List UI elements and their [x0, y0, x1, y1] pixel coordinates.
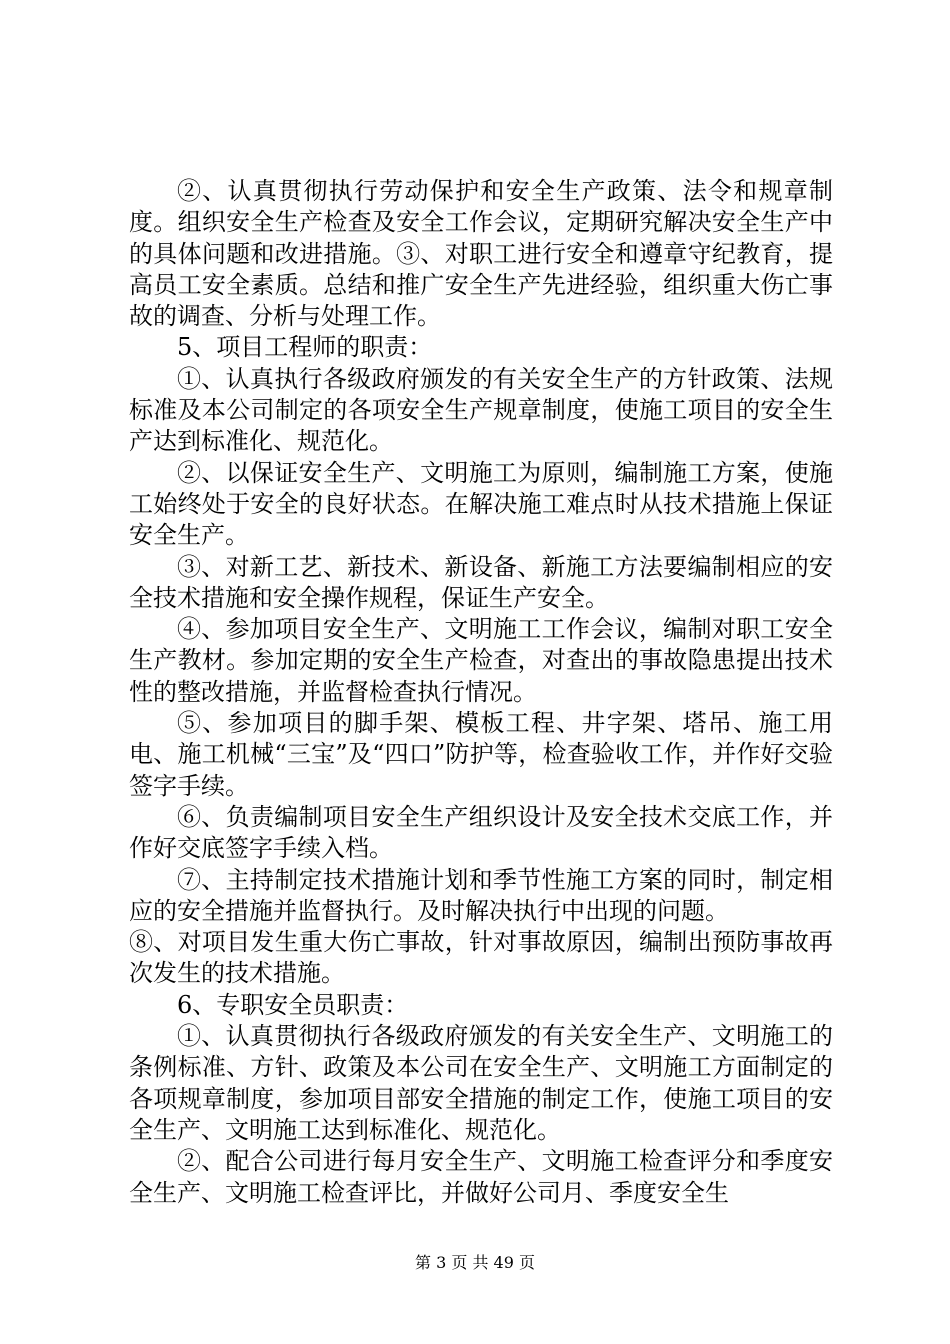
paragraph: ⑥、负责编制项目安全生产组织设计及安全技术交底工作，并作好交底签字手续入档。 [129, 802, 833, 863]
paragraph: ⑧、对项目发生重大伤亡事故，针对事故原因，编制出预防事故再次发生的技术措施。 [129, 928, 833, 988]
paragraph: ②、认真贯彻执行劳动保护和安全生产政策、法令和规章制度。组织安全生产检查及安全工作会议，定期研究解决安全生产中的具体问题和改进措施。③、对职工进行安全和遵章守纪教育，提高员工安全素质。总结和推广安全生产先进经验，组织重大伤亡事故的调查、分析与处理工作。 [129, 177, 833, 331]
paragraph: ⑤、参加项目的脚手架、模板工程、井字架、塔吊、施工用电、施工机械“三宝”及“四口”防护等，检查验收工作，并作好交验签字手续。 [129, 709, 833, 800]
document-body [129, 176, 833, 1209]
paragraph: ①、认真贯彻执行各级政府颁发的有关安全生产、文明施工的条例标准、方针、政策及本公司在安全生产、文明施工方面制定的各项规章制度，参加项目部安全措施的制定工作，使施工项目的安全生产、文明施工达到标准化、规范化。 [129, 1022, 833, 1144]
paragraph: ⑦、主持制定技术措施计划和季节性施工方案的同时，制定相应的安全措施并监督执行。及时解决执行中出现的问题。 [129, 865, 833, 925]
page-number-footer: 第 3 页 共 49 页 [415, 1253, 535, 1272]
paragraph: ②、以保证安全生产、文明施工为原则，编制施工方案，使施工始终处于安全的良好状态。在解决施工难点时从技术措施上保证安全生产。 [129, 458, 833, 550]
section-heading: 5、项目工程师的职责： [177, 333, 433, 362]
paragraph: ①、认真执行各级政府颁发的有关安全生产的方针政策、法规标准及本公司制定的各项安全生产规章制度，使施工项目的安全生产达到标准化、规范化。 [129, 364, 833, 456]
paragraph: ②、配合公司进行每月安全生产、文明施工检查评分和季度安全生产、文明施工检查评比，并做好公司月、季度安全生 [129, 1147, 833, 1207]
paragraph: ④、参加项目安全生产、文明施工工作会议，编制对职工安全生产教材。参加定期的安全生产检查，对查出的事故隐患提出技术性的整改措施，并监督检查执行情况。 [129, 615, 833, 706]
paragraph: ③、对新工艺、新技术、新设备、新施工方法要编制相应的安全技术措施和安全操作规程，保证生产安全。 [129, 552, 833, 612]
section-heading: 6、专职安全员职责： [177, 990, 409, 1019]
